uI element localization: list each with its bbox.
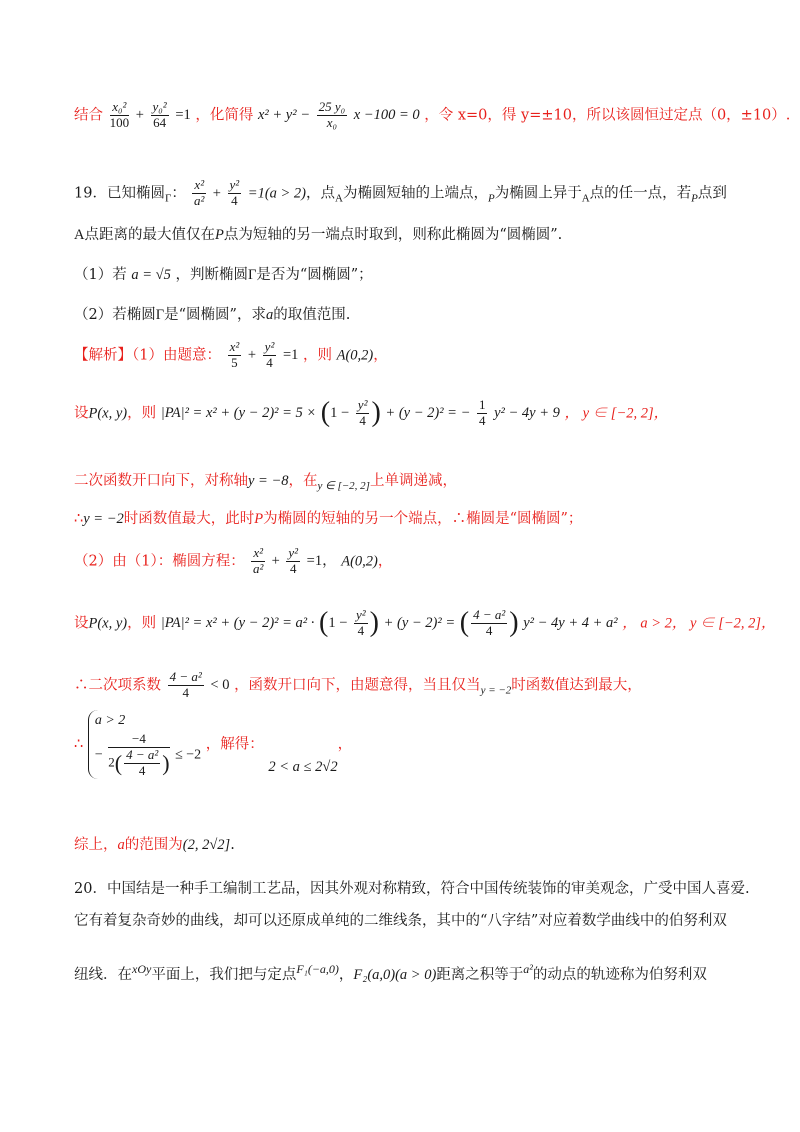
frac: $\frac{\text{y²}}{4}$ [355, 607, 366, 638]
gamma-symbol: Γ [164, 192, 172, 205]
sol-line4: ∴y = −2时函数值最大，此时P为椭圆的短轴的另一个端点，∴椭圆是“圆椭圆”； [74, 511, 583, 527]
frac: $\frac{\text{x₀²}}{100}$ [109, 99, 130, 130]
frac: $\frac{\text{x²}}{\text{a²}}$ [252, 545, 264, 576]
frac: $\frac{\text{x²}}{5}$ [229, 339, 240, 370]
frac: $\frac{\text{4 − a²}}{4}$ [126, 747, 159, 779]
q20-line1: 20．中国结是一种手工编制工艺品，因其外观对称精致，符合中国传统装饰的审美观念，广受中国人喜爱. [74, 881, 750, 897]
q19-line1: 19．已知椭圆$_\Gamma$： $\frac{\text{x²}}{\text{a²}}$ + $\frac{\text{y²}}{4}$ =1(a > 2)，点$_A$为椭圆短轴的上端点，$_P$为椭圆上异于$_A$点的任一点，若$_P$点到 [74, 177, 727, 208]
sol-line7: ∴二次项系数 $\frac{\text{4 − a²}}{4}$ < 0 ，函数开口向下，由题意得，当且仅当$_{y = -2}$时函数值达到最大， [74, 669, 642, 700]
inequality-system: a > 2 − −4 2( $\frac{\text{4 − a²}}{4}$ ) ≤ −2 [88, 710, 201, 779]
p1-tail: ，令 x=0，得 y=±10，所以该圆恒过定点（0，±10）. [424, 107, 791, 124]
q20-line2: 它有着复杂奇妙的曲线，却可以还原成单纯的二维线条，其中的“八字结”对应着数学曲线中的伯努利双 [74, 913, 727, 929]
frac: $\frac{1}{4}$ [478, 397, 486, 428]
frac: $\frac{\text{x²}}{\text{a²}}$ [194, 177, 205, 208]
sol-line6: 设P(x, y)，则 |PA|² = x² + (y − 2)² = a² · (1 − $\frac{\text{y²}}{4}$ ) + (y − 2)² = ( $\frac{\text{4 − a²}}{4}$ ) y² − 4y + 4 + a² ， a > 2， y ∈ [−2, 2]， [74, 607, 776, 639]
frac: $\frac{\text{y²}}{4}$ [264, 339, 275, 370]
q19-part1: （1）若 a = √5 ，判断椭圆Γ是否为“圆椭圆”； [74, 267, 373, 283]
solution-tag: 【解析】 [74, 347, 132, 364]
frac: $\frac{\text{y²}}{4}$ [357, 397, 368, 428]
frac: $\frac{\text{y²}}{4}$ [288, 545, 299, 576]
q19-line2: A点距离的最大值仅在P点为短轴的另一端点时取到，则称此椭圆为“圆椭圆”. [74, 227, 563, 243]
sol-line3: 二次函数开口向下，对称轴y = −8，在$_{y \in [-2, 2]}$上单调递减， [74, 473, 457, 492]
p1-eq1: $\frac{\text{x₀²}}{100}$ + $\frac{\text{y₀²}}{64}$ =1 [109, 99, 191, 130]
q19-part2: （2）若椭圆Γ是“圆椭圆”，求a的取值范围. [74, 307, 351, 323]
sol-line2: 设P(x, y)，则 |PA|² = x² + (y − 2)² = 5 × (1 − $\frac{\text{y²}}{4}$ ) + (y − 2)² = − $\frac{1}{4}$ y² − 4y + 9 ， y ∈ [−2, 2]， [74, 397, 669, 429]
p1-line [74, 99, 791, 131]
sol-line9: 综上，a的范围为(2, 2√2]. [74, 837, 235, 853]
sol-line1: 【解析】（1）由题意： $\frac{\text{x²}}{5}$ + $\frac{\text{y²}}{4}$ =1 ，则 A(0,2)， [74, 339, 388, 370]
frac: $\frac{\text{y₀²}}{64}$ [152, 99, 167, 130]
sol-line5: （2）由（1）：椭圆方程： $\frac{\text{x²}}{\text{a²}}$ + $\frac{\text{y²}}{4}$ =1， A(0,2)， [74, 545, 393, 576]
q20-line3: 纽线．在$^{xOy}$平面上，我们把与定点$^{F_1(-a,0)}$，F₂(a,0)(a > 0)距离之积等于$^{a^2}$的动点的轨迹称为伯努利双 [74, 962, 707, 983]
frac: $\frac{\text{4 − a²}}{4}$ [473, 607, 506, 638]
p1-mid: ，化简得 [195, 107, 254, 124]
frac: −4 2( $\frac{\text{4 − a²}}{4}$ ) [108, 731, 170, 779]
frac: $\frac{\text{25 y₀}}{\text{x₀}}$ [318, 99, 346, 130]
frac: $\frac{\text{4 − a²}}{4}$ [169, 669, 202, 700]
sol-line8: ∴ a > 2 − −4 2( $\frac{\text{4 − a²}}{4}$ ) ≤ −2 ，解得： 2 < a ≤ 2√2， [74, 710, 740, 779]
p1-lead: 结合 [74, 107, 103, 124]
p1-eq2: x² + y² − $\frac{\text{25 y₀}}{\text{x₀}}$ x −100 = 0 [257, 99, 420, 130]
frac: $\frac{\text{y²}}{4}$ [229, 177, 240, 208]
